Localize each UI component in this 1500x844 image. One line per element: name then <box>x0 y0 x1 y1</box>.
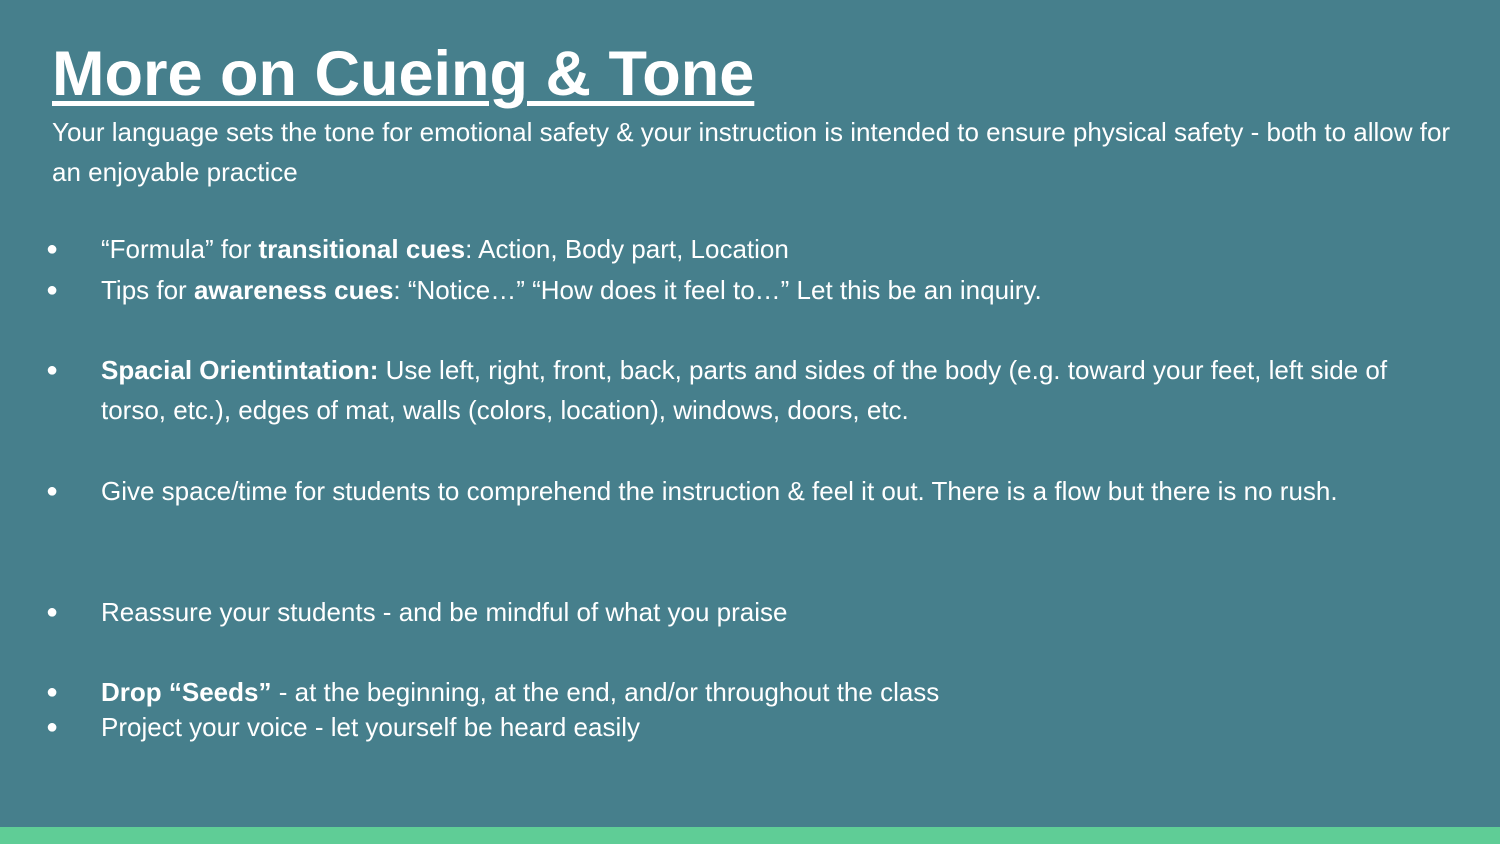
bullet-text: Reassure your students - and be mindful of what you praise <box>101 597 788 627</box>
bullet-icon: ● <box>46 480 59 502</box>
bullet-text: Project your voice - let yourself be heard easily <box>101 712 641 742</box>
bullet-bold-term: Spacial Orientintation: <box>101 355 379 385</box>
slide-subtitle: Your language sets the tone for emotional safety & your instruction is intended to ensure physical safety - both to allow for an enjoyable practice <box>52 117 1451 187</box>
bullet-bold-term: Drop “Seeds” <box>101 677 272 707</box>
bullet-icon: ● <box>46 359 59 381</box>
bullet-text: Drop “Seeds” - at the beginning, at the end, and/or throughout the class <box>101 677 940 707</box>
bullet-text: Give space/time for students to comprehend the instruction & feel it out. There is a flow but there is no rush. <box>101 476 1338 506</box>
bottom-accent-bar <box>0 827 1500 844</box>
bullet-icon: ● <box>46 601 59 623</box>
bullet-text: Spacial Orientintation: Use left, right, front, back, parts and sides of the body (e.g. toward your feet, left side of torso, etc.), edges of mat, walls (colors, location), windows, doors, etc. <box>101 355 1388 425</box>
bullet-text: “Formula” for transitional cues: Action, Body part, Location <box>101 234 789 264</box>
bullet-bold-term: awareness cues <box>193 275 394 305</box>
bullet-icon: ● <box>46 279 59 301</box>
bullet-icon: ● <box>46 238 59 260</box>
bullet-text: Tips for awareness cues: “Notice…” “How does it feel to…” Let this be an inquiry. <box>101 275 1042 305</box>
bullet-icon: ● <box>46 716 59 738</box>
bullet-icon: ● <box>46 681 59 703</box>
slide-title: More on Cueing & Tone <box>52 39 755 109</box>
bullet-bold-term: transitional cues <box>258 234 466 264</box>
